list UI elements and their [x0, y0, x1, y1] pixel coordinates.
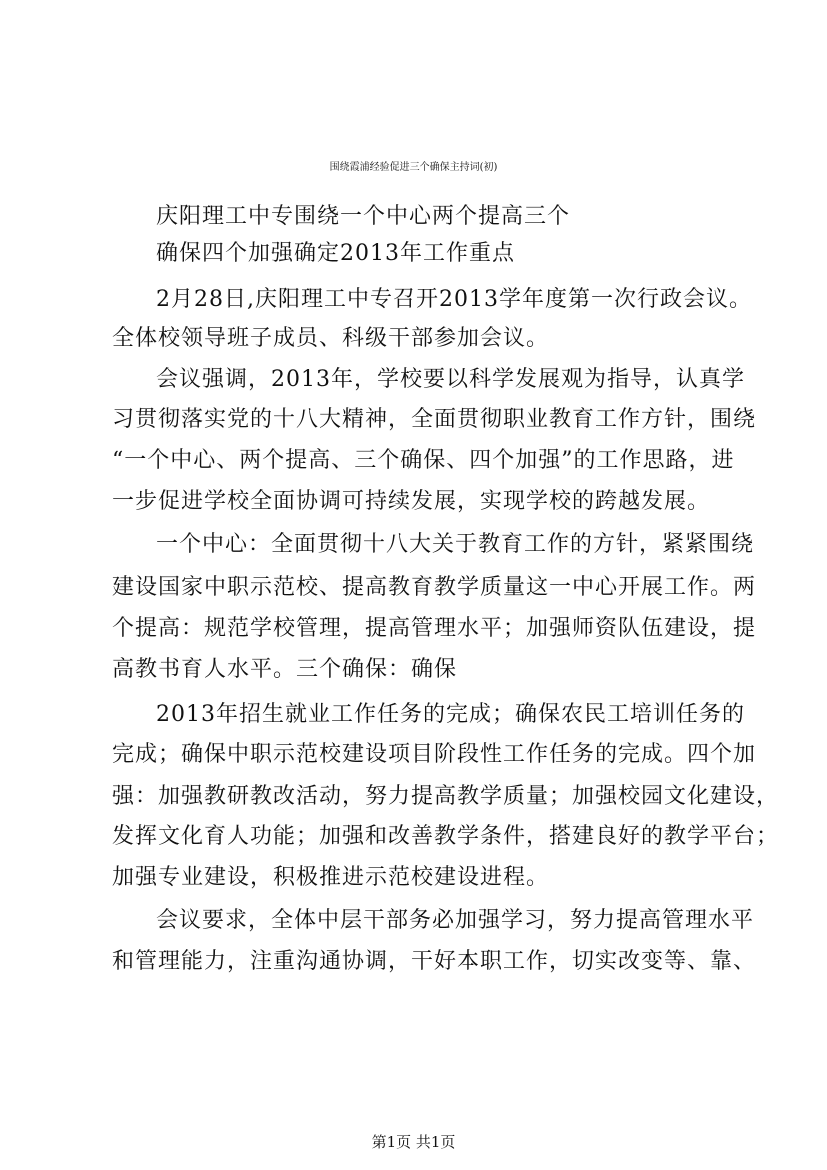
text-line: 2月28日,庆阳理工中专召开2013学年度第一次行政会议。 [156, 287, 752, 312]
text-line: 完成；确保中职示范校建设项目阶段性工作任务的完成。四个加 [112, 742, 757, 767]
text-line: 确保四个加强确定2013年工作重点 [156, 241, 515, 266]
page-footer: 第1页 共1页 [371, 1133, 456, 1151]
text-line: 建设国家中职示范校、提高教育教学质量这一中心开展工作。两 [112, 575, 757, 600]
text-line: 会议要求，全体中层干部务必加强学习，努力提高管理水平 [156, 908, 755, 933]
text-line: 会议强调，2013年，学校要以科学发展观为指导，认真学 [156, 367, 745, 392]
document-title: 围绕霞浦经验促进三个确保主持词(初) [329, 162, 498, 173]
text-line: 高教书育人水平。三个确保：确保 [112, 657, 458, 682]
text-line: 2013年招生就业工作任务的完成；确保农民工培训任务的 [156, 702, 745, 727]
text-line: 强：加强教研教改活动，努力提高教学质量；加强校园文化建设， [112, 784, 780, 809]
text-line: 发挥文化育人功能；加强和改善教学条件，搭建良好的教学平台； [112, 824, 780, 849]
text-line: 个提高：规范学校管理，提高管理水平；加强师资队伍建设，提 [112, 616, 757, 641]
text-line: 一步促进学校全面协调可持续发展，实现学校的跨越发展。 [112, 489, 711, 514]
text-line: 一个中心：全面贯彻十八大关于教育工作的方针，紧紧围绕 [156, 532, 755, 557]
text-line: 和管理能力，注重沟通协调，干好本职工作，切实改变等、靠、 [112, 949, 757, 974]
text-line: 习贯彻落实党的十八大精神，全面贯彻职业教育工作方针，围绕 [112, 407, 757, 432]
text-line: “一个中心、两个提高、三个确保、四个加强”的工作思路，进 [112, 448, 735, 473]
text-line: 加强专业建设，积极推进示范校建设进程。 [112, 865, 550, 890]
text-line: 全体校领导班子成员、科级干部参加会议。 [112, 326, 550, 351]
text-line: 庆阳理工中专围绕一个中心两个提高三个 [156, 204, 571, 229]
